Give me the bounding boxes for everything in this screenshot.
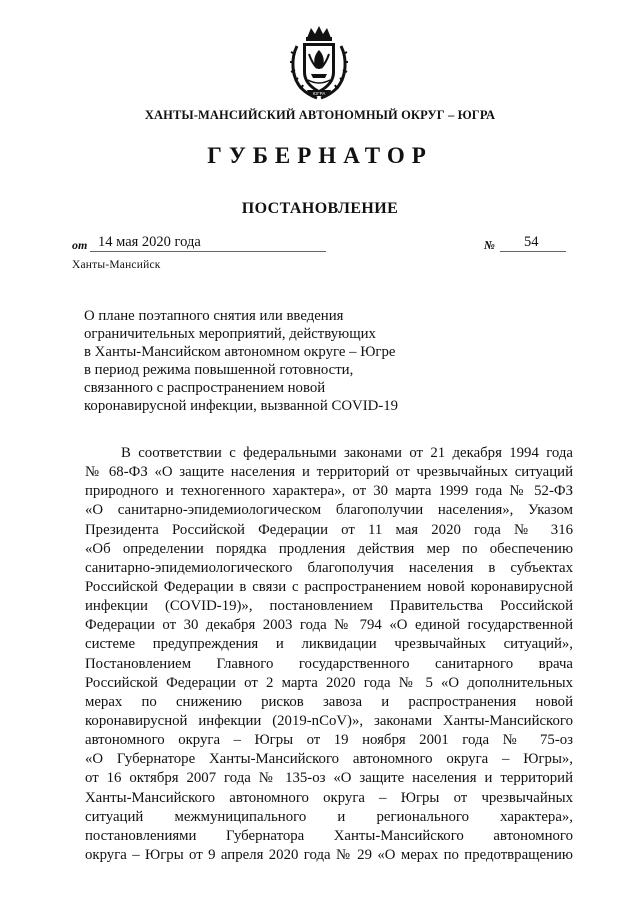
subject-line: О плане поэтапного снятия или введения bbox=[84, 308, 344, 324]
body-line: санитарно-эпидемиологического благополучия населения в субъектах bbox=[85, 559, 573, 576]
emblem-motto: ЮГРА bbox=[312, 91, 326, 96]
body-line: «О Губернаторе Ханты-Мансийского автономного округа – Югры», bbox=[85, 751, 573, 768]
date-underline bbox=[90, 251, 326, 252]
authority-title: ГУБЕРНАТОР bbox=[207, 143, 433, 168]
document-number: 54 bbox=[524, 234, 539, 250]
body-line: «Об определении порядка продления действия мер по обеспечению bbox=[85, 540, 573, 557]
document-subject bbox=[84, 307, 464, 416]
document-type: ПОСТАНОВЛЕНИЕ bbox=[241, 200, 399, 217]
body-line: Федерации от 30 декабря 2003 года № 794 «О единой государственной bbox=[85, 617, 573, 634]
body-line: постановлениями Губернатора Ханты-Мансийского автономного bbox=[85, 827, 573, 844]
document-body bbox=[85, 444, 573, 865]
body-line: «О санитарно-эпидемиологическом благополучии населения», Указом bbox=[85, 502, 573, 519]
body-line: инфекции (COVID-19)», постановлением Правительства Российской bbox=[85, 598, 573, 615]
subject-line: коронавирусной инфекции, вызванной COVID-19 bbox=[84, 398, 399, 415]
subject-line: связанного с распространением новой bbox=[84, 380, 326, 397]
body-line: Российской Федерации от 2 марта 2020 года № 5 «О дополнительных bbox=[85, 674, 573, 691]
body-line: коронавирусной инфекции (2019-nCoV)», законами Ханты-Мансийского bbox=[85, 712, 573, 729]
body-line: от 16 октября 2007 года № 135-оз «О защите населения и территорий bbox=[85, 770, 573, 787]
body-line: ситуаций межмуниципального и регионального характера», bbox=[85, 808, 573, 825]
body-line: Президента Российской Федерации от 11 мая 2020 года № 316 bbox=[85, 521, 573, 538]
body-line: В соответствии с федеральными законами от 21 декабря 1994 года bbox=[121, 445, 573, 461]
document-city: Ханты-Мансийск bbox=[72, 259, 161, 271]
subject-line: в период режима повышенной готовности, bbox=[84, 362, 354, 379]
date-prefix: от bbox=[72, 238, 88, 252]
body-line: Российской Федерации в связи с распространением новой коронавирусной bbox=[85, 578, 573, 595]
body-line: округа – Югры от 9 апреля 2020 года № 29 «О мерах по предотвращению bbox=[85, 846, 573, 863]
region-name: ХАНТЫ-МАНСИЙСКИЙ АВТОНОМНЫЙ ОКРУГ – ЮГРА bbox=[144, 108, 496, 122]
coat-of-arms-icon bbox=[287, 24, 351, 102]
number-underline bbox=[500, 251, 566, 252]
body-line: мерах по снижению рисков завоза и распространения новой bbox=[85, 693, 573, 710]
body-line: системе предупреждения и ликвидации чрезвычайных ситуаций», bbox=[85, 636, 573, 653]
body-line: природного и техногенного характера», от 30 марта 1999 года № 52-ФЗ bbox=[85, 483, 573, 500]
body-line: Ханты-Мансийского автономного округа – Югры от чрезвычайных bbox=[85, 789, 573, 806]
document-date: 14 мая 2020 года bbox=[98, 234, 201, 250]
subject-line: ограничительных мероприятий, действующих bbox=[84, 326, 376, 343]
subject-line: в Ханты-Мансийском автономном округе – Югре bbox=[84, 344, 396, 361]
body-line: № 68-ФЗ «О защите населения и территорий от чрезвычайных ситуаций bbox=[85, 464, 573, 481]
date-number-row bbox=[72, 234, 572, 254]
number-prefix: № bbox=[484, 238, 495, 252]
body-line: автономного округа – Югры от 19 ноября 2001 года № 75-оз bbox=[85, 732, 573, 749]
body-line: Постановлением Главного государственного санитарного врача bbox=[85, 655, 573, 672]
